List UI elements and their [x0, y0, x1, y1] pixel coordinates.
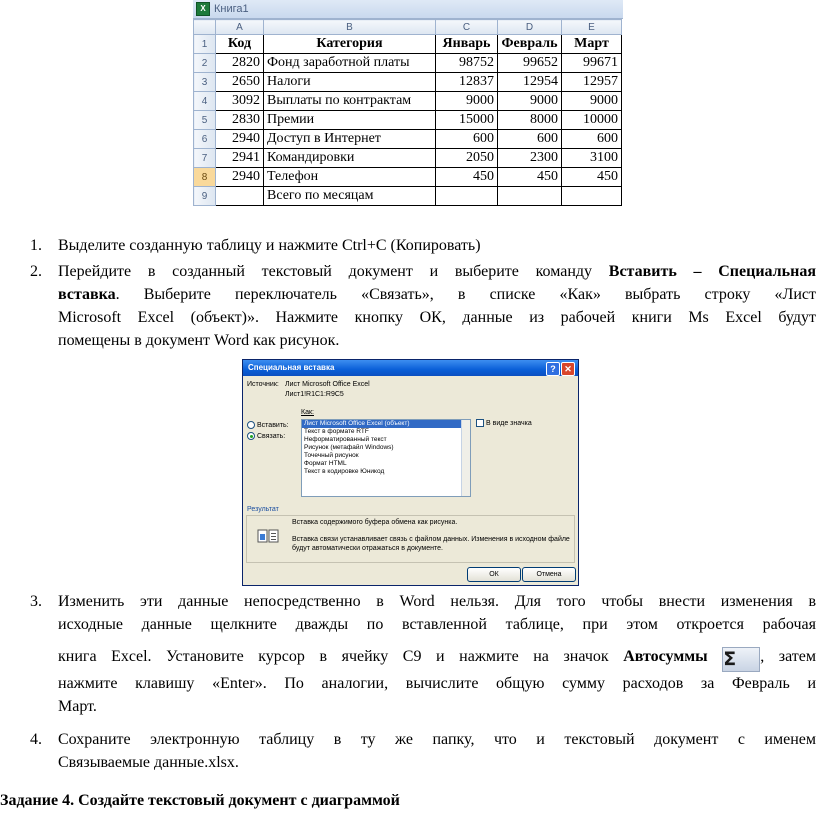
- cancel-button[interactable]: Отмена: [522, 567, 576, 582]
- table-cell[interactable]: Всего по месяцам: [264, 187, 436, 206]
- menu-command-text: вставка: [58, 286, 116, 303]
- table-cell[interactable]: Телефон: [264, 168, 436, 187]
- result-label: Результат: [247, 506, 279, 513]
- listbox-option[interactable]: Лист Microsoft Office Excel (объект): [302, 420, 470, 428]
- table-cell[interactable]: 10000: [562, 111, 622, 130]
- column-header-e[interactable]: E: [562, 20, 622, 35]
- step-4-line-1: Сохраните электронную таблицу в ту же папку, что и текстовый документ с именем: [58, 731, 816, 748]
- step-number: 2.: [30, 263, 42, 280]
- table-cell[interactable]: 2830: [216, 111, 264, 130]
- table-cell[interactable]: 2941: [216, 149, 264, 168]
- row-header[interactable]: 3: [194, 73, 216, 92]
- table-cell[interactable]: 450: [436, 168, 498, 187]
- table-cell[interactable]: 2300: [498, 149, 562, 168]
- header-cell[interactable]: Категория: [264, 35, 436, 54]
- header-cell[interactable]: Код: [216, 35, 264, 54]
- ok-button[interactable]: ОК: [467, 567, 521, 582]
- table-cell[interactable]: 2050: [436, 149, 498, 168]
- step-3-line-5: Март.: [58, 698, 97, 715]
- table-cell[interactable]: Командировки: [264, 149, 436, 168]
- radio-link[interactable]: [247, 432, 255, 440]
- table-cell[interactable]: 15000: [436, 111, 498, 130]
- listbox-option[interactable]: Рисунок (метафайл Windows): [304, 444, 394, 451]
- table-cell[interactable]: Доступ в Интернет: [264, 130, 436, 149]
- table-cell[interactable]: 9000: [562, 92, 622, 111]
- table-cell[interactable]: 12957: [562, 73, 622, 92]
- table-cell[interactable]: 8000: [498, 111, 562, 130]
- header-cell[interactable]: Февраль: [498, 35, 562, 54]
- table-cell[interactable]: 2940: [216, 168, 264, 187]
- table-cell[interactable]: Премии: [264, 111, 436, 130]
- table-cell[interactable]: [216, 187, 264, 206]
- column-header-row: [194, 20, 622, 35]
- step-2-line-3: Microsoft Excel (объект)». Нажмите кнопку ОК, данные из рабочей книги Ms Excel будут: [58, 309, 816, 326]
- checkbox[interactable]: [476, 419, 484, 427]
- row-header[interactable]: 9: [194, 187, 216, 206]
- table-row: [194, 35, 622, 54]
- listbox-option[interactable]: Точечный рисунок: [304, 452, 359, 459]
- close-button[interactable]: ✕: [561, 362, 575, 376]
- listbox-scrollbar[interactable]: [461, 420, 470, 496]
- table-cell[interactable]: 600: [436, 130, 498, 149]
- text-run: . Выберите переключатель «Связать», в списке «Как» выбрать строку «Лист: [115, 286, 816, 303]
- table-cell[interactable]: 450: [498, 168, 562, 187]
- step-3-line-3: [58, 645, 816, 672]
- step-text: [58, 234, 816, 257]
- text-run: Перейдите в созданный текстовый документ и выберите команду: [58, 263, 609, 280]
- row-header[interactable]: 5: [194, 111, 216, 130]
- link-radio-label: Связать:: [257, 432, 286, 440]
- dialog-title-bar: [243, 360, 578, 376]
- table-cell[interactable]: 9000: [498, 92, 562, 111]
- table-cell[interactable]: [436, 187, 498, 206]
- step-text: [58, 260, 816, 352]
- table-cell[interactable]: 12837: [436, 73, 498, 92]
- row-header[interactable]: 1: [194, 35, 216, 54]
- row-header[interactable]: 7: [194, 149, 216, 168]
- table-cell[interactable]: 450: [562, 168, 622, 187]
- table-cell[interactable]: 600: [498, 130, 562, 149]
- table-cell[interactable]: [562, 187, 622, 206]
- table-cell[interactable]: Фонд заработной платы: [264, 54, 436, 73]
- source-value: Лист Microsoft Office Excel: [285, 381, 370, 388]
- listbox-option[interactable]: Формат HTML: [304, 460, 347, 467]
- table-cell[interactable]: 99652: [498, 54, 562, 73]
- result-line-3: будут автоматически отражаться в документе.: [292, 545, 443, 552]
- step-3-line-2: исходные данные щелкните дважды по вставленной таблице, при этом откроется рабочая: [58, 616, 816, 633]
- excel-icon: X: [196, 2, 210, 16]
- autosum-label: Автосуммы: [623, 648, 708, 665]
- paste-special-dialog: [242, 359, 579, 586]
- source-range: Лист1!R1C1:R9C5: [285, 391, 344, 398]
- table-cell[interactable]: 600: [562, 130, 622, 149]
- excel-title-bar: [193, 0, 623, 19]
- menu-command-text: Вставить – Специальная: [608, 263, 816, 280]
- select-all-corner[interactable]: [194, 20, 216, 35]
- table-cell[interactable]: 2820: [216, 54, 264, 73]
- column-header-c[interactable]: C: [436, 20, 498, 35]
- table-cell[interactable]: [498, 187, 562, 206]
- source-label: Источник:: [247, 381, 279, 388]
- text-run: , затем: [760, 648, 816, 665]
- table-cell[interactable]: 3092: [216, 92, 264, 111]
- step-3-line-4: нажмите клавишу «Enter». По аналогии, вычислите общую сумму расходов за Февраль и: [58, 675, 816, 692]
- display-as-icon-checkbox[interactable]: [476, 419, 532, 427]
- excel-screenshot: [193, 0, 623, 212]
- result-box: [246, 515, 575, 563]
- checkbox-label: В виде значка: [486, 419, 532, 427]
- listbox-option[interactable]: Текст в кодировке Юникод: [304, 468, 385, 475]
- result-line-1: Вставка содержимого буфера обмена как рисунка.: [292, 519, 458, 526]
- step-text: [58, 590, 816, 718]
- table-cell[interactable]: 99671: [562, 54, 622, 73]
- table-cell[interactable]: Налоги: [264, 73, 436, 92]
- column-header-b[interactable]: B: [264, 20, 436, 35]
- table-row: [194, 54, 622, 73]
- table-row: [194, 73, 622, 92]
- table-row: [194, 130, 622, 149]
- row-header[interactable]: 6: [194, 130, 216, 149]
- listbox-option[interactable]: Текст в формате RTF: [304, 428, 369, 435]
- radio-insert[interactable]: [247, 421, 255, 429]
- step-number: 4.: [30, 731, 42, 748]
- dialog-title: Специальная вставка: [248, 363, 335, 372]
- table-cell[interactable]: 2940: [216, 130, 264, 149]
- table-row: [194, 187, 622, 206]
- autosum-icon: Σ: [722, 647, 760, 672]
- table-cell[interactable]: 12954: [498, 73, 562, 92]
- step-2-line-4: помещены в документ Word как рисунок.: [58, 332, 340, 349]
- table-cell[interactable]: 2650: [216, 73, 264, 92]
- help-button[interactable]: ?: [546, 362, 560, 376]
- listbox-option[interactable]: Неформатированный текст: [304, 436, 387, 443]
- excel-window-title: Книга1: [214, 3, 249, 15]
- column-header-a[interactable]: A: [216, 20, 264, 35]
- header-cell[interactable]: Январь: [436, 35, 498, 54]
- as-listbox[interactable]: [301, 419, 471, 497]
- step-1-line: Выделите созданную таблицу и нажмите Ctrl+C (Копировать): [58, 237, 481, 254]
- row-header[interactable]: 2: [194, 54, 216, 73]
- paste-link-icon: [257, 528, 279, 544]
- table-row: [194, 149, 622, 168]
- step-2-line-2: [58, 283, 816, 306]
- table-cell[interactable]: 3100: [562, 149, 622, 168]
- table-row: [194, 111, 622, 130]
- table-cell[interactable]: 98752: [436, 54, 498, 73]
- text-run: книга Excel. Установите курсор в ячейку С9 и нажмите на значок: [58, 648, 624, 665]
- insert-radio-label: Вставить:: [257, 421, 289, 429]
- row-header[interactable]: 8: [194, 168, 216, 187]
- step-number: 3.: [30, 593, 42, 610]
- result-line-2: Вставка связи устанавливает связь с файлом данных. Изменения в исходном файле: [292, 536, 570, 543]
- table-row: [194, 92, 622, 111]
- task-4-heading: Задание 4. Создайте текстовый документ с диаграммой: [0, 792, 400, 809]
- table-row: [194, 168, 622, 187]
- step-text: [58, 728, 816, 774]
- as-label: Как:: [301, 409, 314, 416]
- link-radio[interactable]: [247, 432, 285, 440]
- insert-radio[interactable]: [247, 421, 289, 429]
- step-2-line-1: [58, 260, 816, 283]
- table-cell[interactable]: 9000: [436, 92, 498, 111]
- table-cell[interactable]: Выплаты по контрактам: [264, 92, 436, 111]
- step-3-line-1: Изменить эти данные непосредственно в Word нельзя. Для того чтобы внести изменения в: [58, 593, 816, 610]
- step-4-line-2: Связываемые данные.xlsx.: [58, 754, 239, 771]
- column-header-d[interactable]: D: [498, 20, 562, 35]
- header-cell[interactable]: Март: [562, 35, 622, 54]
- row-header[interactable]: 4: [194, 92, 216, 111]
- step-number: 1.: [30, 237, 42, 254]
- spreadsheet-grid: [193, 19, 622, 206]
